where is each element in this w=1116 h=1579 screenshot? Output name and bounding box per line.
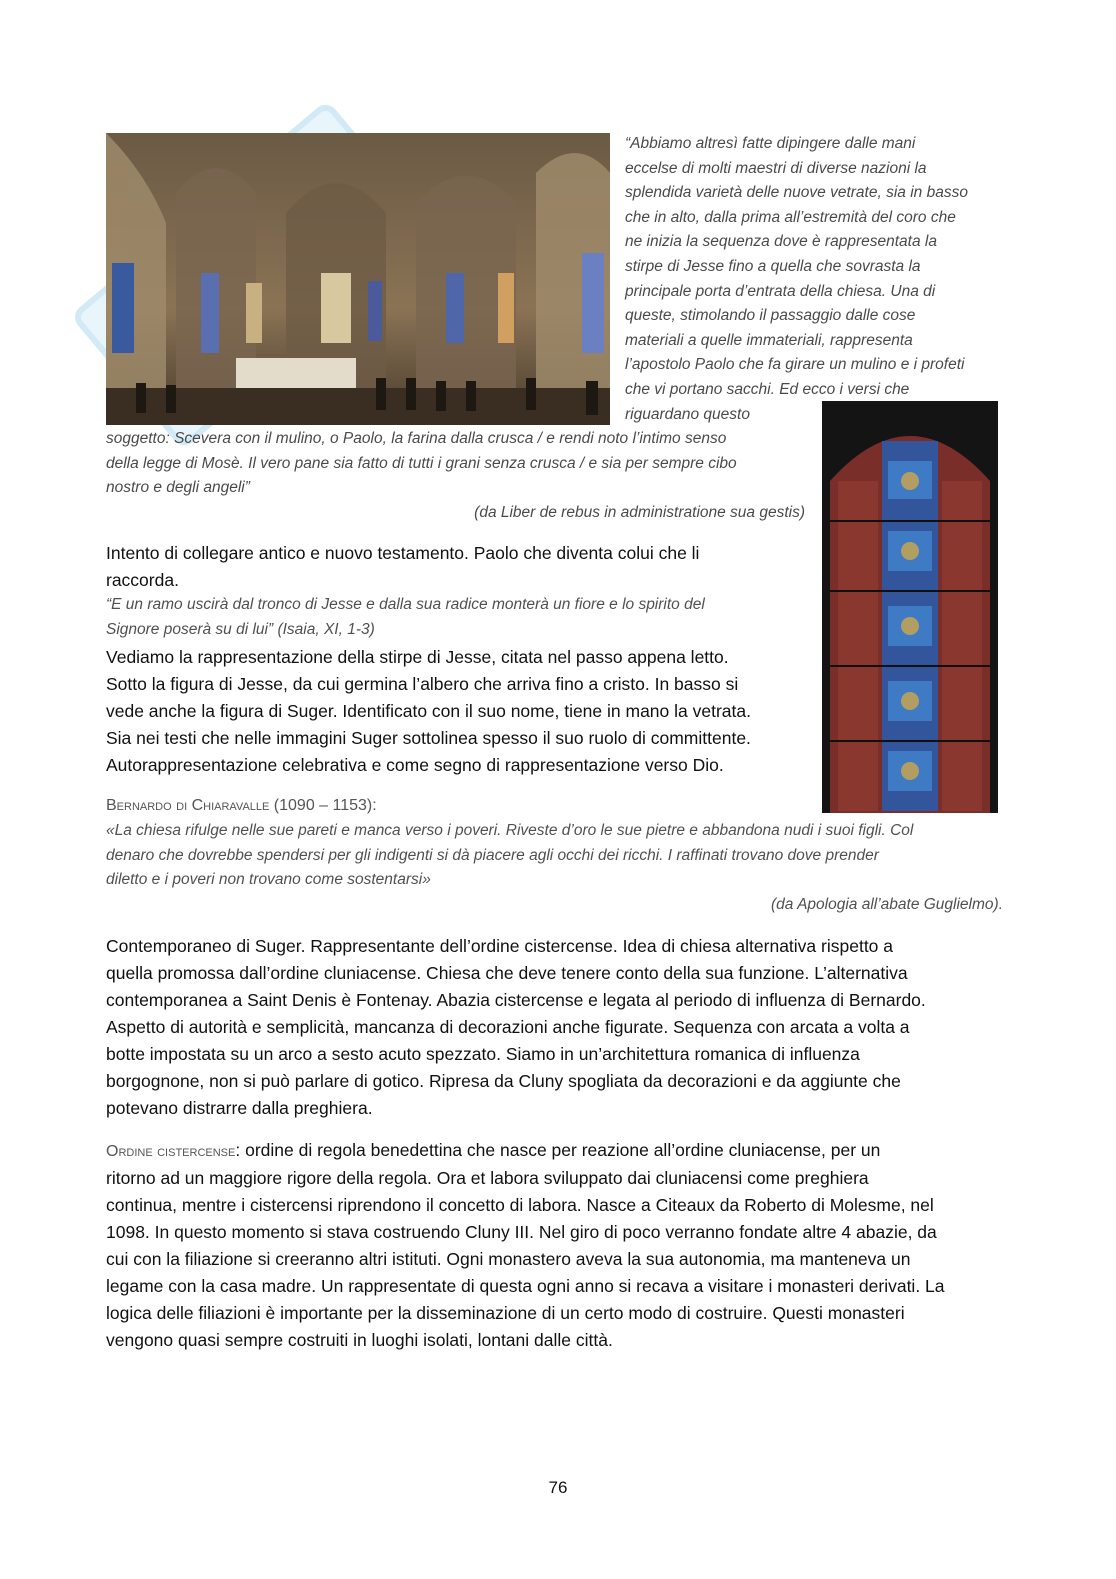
isaia-quote — [106, 593, 816, 642]
text-line: Intento di collegare antico e nuovo testamento. Paolo che diventa colui che li — [106, 543, 700, 563]
bernardo-name: Bernardo di Chiaravalle — [106, 797, 270, 814]
quote-line: “E un ramo uscirà dal tronco di Jesse e dalla sua radice monterà un fiore e lo spirito del — [106, 596, 705, 613]
paragraph-ordine-cistercense — [106, 1137, 1016, 1354]
suger-quote-right-column — [625, 132, 1015, 427]
quote-line: l’apostolo Paolo che fa girare un mulino e i profeti — [625, 356, 965, 374]
text-line: continua, mentre i cistercensi riprendono il concetto di labora. Nasce a Citeaux da Roberto di Molesme, nel — [106, 1195, 934, 1215]
bernardo-heading — [106, 795, 377, 817]
quote-line: denaro che dovrebbe spendersi per gli indigenti si dà piacere agli occhi dei ricchi. I raffinati trovano dove prender — [106, 846, 879, 864]
text-line: cui con la filiazione si creeranno altri istituti. Ogni monastero aveva la sua autonomia, ma manteneva un — [106, 1249, 911, 1269]
text-line: Sotto la figura di Jesse, da cui germina l’albero che arriva fino a cristo. In basso si — [106, 674, 739, 694]
quote-line: Signore poserà su di lui” (Isaia, XI, 1-3) — [106, 620, 375, 638]
quote-line: “Abbiamo altresì fatte dipingere dalle mani — [625, 135, 916, 152]
suger-quote-source: (da Liber de rebus in administratione sua gestis) — [474, 504, 805, 521]
bernardo-dates: (1090 – 1153): — [269, 797, 377, 814]
text-line: Autorappresentazione celebrativa e come segno di rappresentazione verso Dio. — [106, 755, 724, 775]
paragraph-testament — [106, 540, 816, 594]
ordine-first-line: : ordine di regola benedettina che nasce per reazione all’ordine cluniacense, per un — [235, 1140, 881, 1160]
text-line: Sia nei testi che nelle immagini Suger sottolinea spesso il suo ruolo di committente. — [106, 728, 751, 748]
quote-line: della legge di Mosè. Il vero pane sia fatto di tutti i grani senza crusca / e sia per sempre cibo — [106, 454, 737, 472]
paragraph-fontenay — [106, 933, 1016, 1122]
text-line: logica delle filiazioni è importante per la disseminazione di un certo modo di costruire. Questi monasteri — [106, 1303, 905, 1323]
quote-line: stirpe di Jesse fino a quella che sovrasta la — [625, 257, 921, 275]
text-line: vede anche la figura di Suger. Identificato con il suo nome, tiene in mano la vetrata. — [106, 701, 751, 721]
text-line: raccorda. — [106, 570, 179, 590]
suger-quote-continuation — [106, 427, 816, 501]
quote-line: queste, stimolando il passaggio dalle cose — [625, 307, 916, 325]
text-line: potevano distrarre dalla preghiera. — [106, 1098, 373, 1118]
text-line: 1098. In questo momento si stava costruendo Cluny III. Nel giro di poco verranno fondate altre 4 abazie, da — [106, 1222, 937, 1242]
quote-line: soggetto: Scevera con il mulino, o Paolo, la farina dalla crusca / e rendi noto l’intimo senso — [106, 430, 727, 447]
text-line: Contemporaneo di Suger. Rappresentante dell’ordine cistercense. Idea di chiesa alternativa rispetto a — [106, 936, 894, 956]
quote-line: che vi portano sacchi. Ed ecco i versi che — [625, 380, 910, 398]
text-line: vengono quasi sempre costruiti in luoghi isolati, lontani dalle città. — [106, 1330, 613, 1350]
quote-line: diletto e i poveri non trovano come sostentarsi» — [106, 871, 431, 889]
text-line — [106, 1137, 1016, 1165]
bernardo-quote — [106, 819, 1011, 893]
quote-line: riguardano questo — [625, 405, 750, 423]
text-line: Vediamo la rappresentazione della stirpe di Jesse, citata nel passo appena letto. — [106, 647, 729, 667]
text-line: botte impostata su un arco a sesto acuto spezzato. Siamo in un’architettura romanica di influenza — [106, 1044, 860, 1064]
text-line: borgognone, non si può parlare di gotico. Ripresa da Cluny spogliata da decorazioni e da aggiunte che — [106, 1071, 901, 1091]
quote-line: «La chiesa rifulge nelle sue pareti e manca verso i poveri. Riveste d’oro le sue pietre e abbandona nudi i suoi figli. Col — [106, 822, 914, 839]
quote-line: principale porta d’entrata della chiesa. Una di — [625, 282, 936, 300]
text-line: quella promossa dall’ordine cluniacense. Chiesa che deve tenere conto della sua funzione. L’alternativa — [106, 963, 908, 983]
quote-line: materiali a quelle immateriali, rappresenta — [625, 331, 913, 349]
stained-glass-window-photo — [822, 401, 998, 813]
text-line: contemporanea a Saint Denis è Fontenay. Abazia cistercense e legata al periodo di influenza di Bernardo. — [106, 990, 926, 1010]
text-line: legame con la casa madre. Un rappresentate di questa ogni anno si recava a visitare i monasteri derivati. La — [106, 1276, 945, 1296]
quote-line: splendida varietà delle nuove vetrate, sia in basso — [625, 184, 968, 202]
text-line: ritorno ad un maggiore rigore della regola. Ora et labora sviluppato dai cluniacensi come preghiera — [106, 1168, 869, 1188]
quote-line: che in alto, dalla prima all’estremità del coro che — [625, 208, 956, 226]
quote-line: eccelse di molti maestri di diverse nazioni la — [625, 159, 927, 177]
bernardo-quote-source: (da Apologia all’abate Guglielmo). — [770, 896, 1003, 913]
quote-line: ne inizia la sequenza dove è rappresentata la — [625, 233, 937, 251]
page-number: 76 — [548, 1478, 568, 1497]
text-line: Aspetto di autorità e semplicità, mancanza di decorazioni anche figurate. Sequenza con arcata a volta a — [106, 1017, 910, 1037]
quote-line: nostro e degli angeli” — [106, 479, 250, 497]
ordine-label: Ordine cistercense — [106, 1143, 236, 1160]
paragraph-jesse — [106, 644, 818, 779]
cathedral-interior-photo — [106, 133, 610, 425]
